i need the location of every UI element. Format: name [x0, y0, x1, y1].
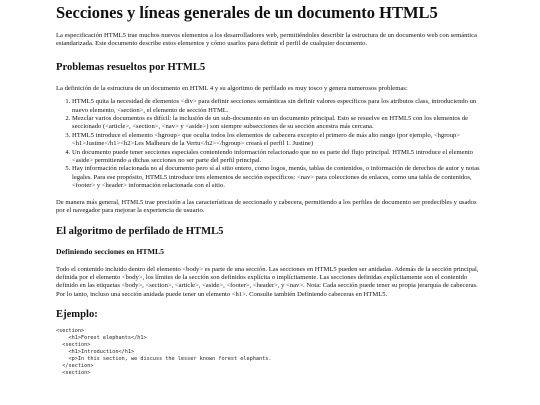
list-item: 1. HTML5 quita la necesidad de elementos <div> para definir secciones semánticas sin definir valores específicos para los atributos class, introduciendo un nuevo elemento, <section>, el elemento de sección HTML. [72, 98, 484, 115]
defining-sections-subheading: Definiendo secciones en HTML5 [56, 246, 165, 256]
problems-list [56, 98, 484, 190]
problems-heading: Problemas resueltos por HTML5 [56, 61, 206, 73]
list-item: 5. Hay información relacionada no al documento pero sí al sitio entero, como logos, menús, tablas de contenidos, o información de derechos de autor y notas legales. Para ese propósito, HTML5 introduce tres elementos de sección específicos: <nav> para colecciones de enlaces, como una tabla de contenidos, <footer> y <header> información relacionada con el sitio. [72, 165, 484, 190]
example-heading: Ejemplo: [56, 309, 98, 321]
algorithm-heading: El algoritmo de perfilado de HTML5 [56, 225, 224, 237]
problems-intro-paragraph: La definición de la estructura de un documento en HTML 4 y su algoritmo de perfilado es muy tosco y genera numerosos problemas: [56, 84, 408, 92]
page-title: Secciones y líneas generales de un documento HTML5 [56, 3, 438, 22]
list-item: 2. Mezclar varios documentos es difícil: la inclusión de un sub-documento en un documento principal. Esto se resuelve en HTML5 con los elementos de seccionado (<article>, <section>, <nav> y <aside>) son siempre subsecciones de su sección ancestra más cercana. [72, 115, 484, 132]
list-item: 4. Un documento puede tener secciones especiales conteniendo información relacionado que no es parte del flujo principal. HTML5 introduce el elemento <aside> permitiendo a dichas secciones no ser parte del perfil principal. [72, 149, 484, 166]
intro-paragraph: La especificación HTML5 trae muchos nuevos elementos a los desarrolladores web, permitiéndoles describir la estructura de un documento web con semántica estandarizada. Este documento describe estos elementos y cómo usarlos para definir el perfil de cualquier documento. [56, 32, 477, 48]
algorithm-paragraph: Todo el contenido incluido dentro del elemento <body> es parte de una sección. Las secciones en HTML5 pueden ser anidadas. Además de la sección principal, definida por el elemento <body>, los límites de la sección son definidos explícita o implícitamente. Las secciones definidas explícitamente son el contenido definido en las etiquetas <body>, <section>, <article>, <aside>, <footer>, <header>, y <nav>. Nota: Cada sección puede tener su propia jerarquía de cabeceras. Por lo tanto, incluso una sección anidada puede tener un elemento <h1>. Consulte también Definiendo cabeceras en HTML5. [56, 265, 479, 298]
list-item: 3. HTML5 introduce el elemento <hgroup> que oculta todos los elementos de cabecera excepto el primero de más alto rango (por ejemplo, <hgroup><h1>Justine</h1><h2>Les Malheurs de la Vertu</h2></hgroup> creará el perfil 1. Justine) [72, 132, 484, 149]
example-code-block: <section> <h1>Forest elephants</h1> <section> <h1>Introduction</h1> <p>In this section, we discuss the lesser known forest elephants. </section> <section> [56, 328, 272, 377]
problems-conclusion-paragraph: De manera más general, HTML5 trae precisión a las características de seccionado y cabecera, permitiendo a los perfiles de documento ser predecibles y usados por el navegador para mejorar la experiencia de usuario. [56, 198, 477, 215]
